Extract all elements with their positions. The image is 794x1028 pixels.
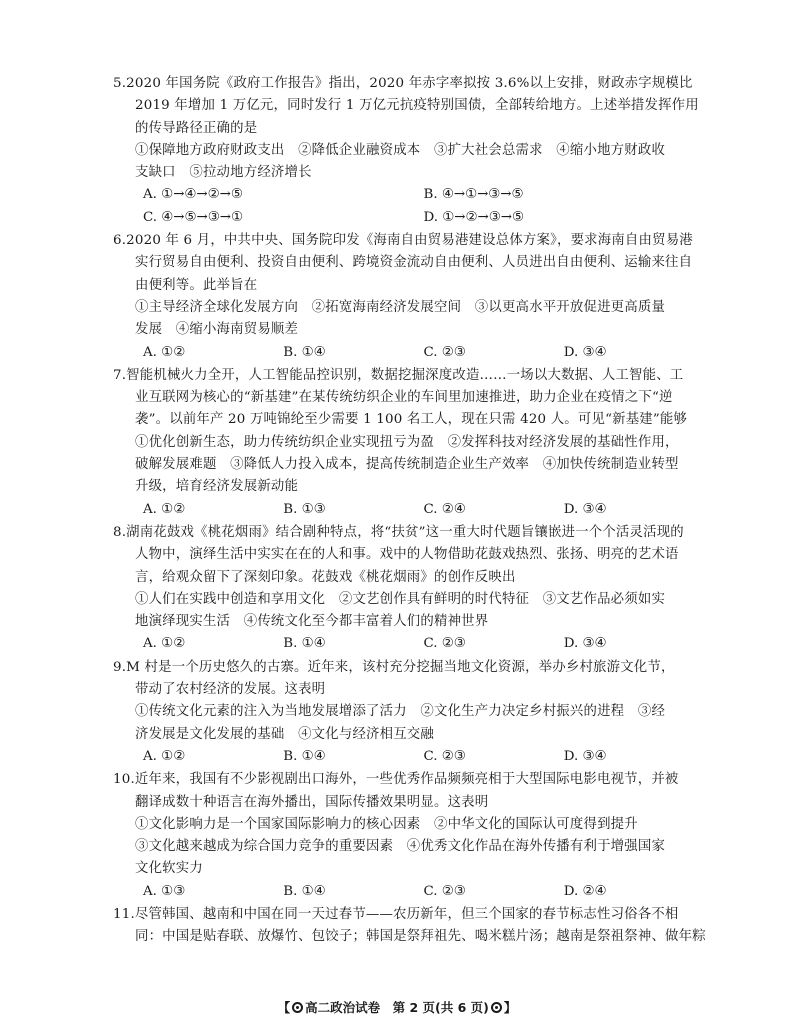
question-6-line-5: 发展 ④缩小海南贸易顺差 (135, 322, 299, 338)
question-6 (113, 230, 704, 364)
question-5-options-row-1 (113, 184, 704, 206)
question-10-line-5: 文化软实力 (135, 861, 203, 877)
question-9-line-3: ①传统文化元素的注入为当地发展增添了活力 ②文化生产力决定乡村振兴的进程 ③经 (135, 704, 666, 720)
question-5-line-3: 的传导路径正确的是 (135, 120, 258, 136)
question-11-line-2: 同：中国是贴春联、放爆竹、包饺子；韩国是祭拜祖先、喝米糕片汤；越南是祭祖祭神、做年粽 (135, 929, 706, 945)
question-7-line-3: 袭”。以前年产 20 万吨锦纶至少需要 1 100 名工人，现在只需 420 人。可见“新基建”能够 (135, 412, 688, 428)
question-7-line-1: 7.智能机械火力全开，人工智能品控识别，数据挖掘深度改造……一场以大数据、人工智能、工 (113, 367, 684, 383)
question-6-option-b: B. ①④ (283, 344, 326, 360)
question-7-line-5: 破解发展难题 ③降低人力投入成本，提高传统制造企业生产效率 ④加快传统制造业转型 (135, 457, 679, 473)
question-8-option-a: A. ①② (143, 636, 186, 652)
question-9-line-1: 9.M 村是一个历史悠久的古寨。近年来，该村充分挖掘当地文化资源，举办乡村旅游文化节， (113, 659, 675, 675)
question-10-line-2: 翻译成数十种语言在海外播出，国际传播效果明显。这表明 (135, 794, 489, 810)
question-9-option-a: A. ①② (143, 748, 186, 764)
question-10-option-a: A. ①③ (143, 883, 186, 899)
question-9-options (113, 746, 704, 768)
question-6-line-3: 由便利等。此举旨在 (135, 277, 258, 293)
question-6-option-c: C. ②③ (423, 344, 466, 360)
question-9-option-b: B. ①④ (283, 748, 326, 764)
footer-text: 高二政治试卷 第 2 页(共 6 页) (305, 1000, 489, 1015)
question-7-line-4: ①优化创新生态，助力传统纺织企业实现扭亏为盈 ②发挥科技对经济发展的基础性作用， (135, 434, 679, 450)
question-10-line-4: ③文化越来越成为综合国力竞争的重要因素 ④优秀文化作品在海外传播有利于增强国家 (135, 839, 666, 855)
question-7-line-2: 业互联网为核心的“新基建”在某传统纺织企业的车间里加速推进，助力企业在疫情之下“逆 (135, 390, 673, 406)
question-6-line-4: ①主导经济全球化发展方向 ②拓宽海南经济发展空间 ③以更高水平开放促进更高质量 (135, 299, 666, 315)
question-7-line-6: 升级，培育经济发展新动能 (135, 479, 299, 495)
question-8-option-d: D. ③④ (563, 636, 607, 652)
question-8-line-3: 言，给观众留下了深刻印象。花鼓戏《桃花烟雨》的创作反映出 (135, 569, 516, 585)
question-10 (113, 769, 704, 903)
question-8-option-b: B. ①④ (283, 636, 326, 652)
question-10-line-3: ①文化影响力是一个国家国际影响力的核心因素 ②中华文化的国际认可度得到提升 (135, 816, 638, 832)
question-6-line-1: 6.2020 年 6 月，中共中央、国务院印发《海南自由贸易港建设总体方案》，要求海南自由贸易港 (113, 233, 693, 249)
question-9 (113, 657, 704, 768)
question-5-option-c: C. ④→⑤→③→① (143, 209, 243, 225)
question-6-option-d: D. ③④ (563, 344, 607, 360)
question-8-line-5: 地演绎现实生活 ④传统文化至今都丰富着人们的精神世界 (135, 614, 489, 630)
question-5-line-2: 2019 年增加 1 万亿元，同时发行 1 万亿元抗疫特别国债，全部转给地方。上述举措发挥作用 (135, 98, 699, 114)
question-8-line-1: 8.湖南花鼓戏《桃花烟雨》结合剧种特点，将“扶贫”这一重大时代题旨镶嵌进一个个活灵活现的 (113, 524, 684, 540)
question-5-option-b: B. ④→①→③→⑤ (423, 187, 524, 203)
question-5-line-5: 支缺口 ⑤拉动地方经济增长 (135, 165, 312, 181)
question-7-option-c: C. ②④ (423, 501, 466, 517)
question-7-option-b: B. ①③ (283, 501, 326, 517)
question-7-options (113, 499, 704, 521)
question-10-option-b: B. ①④ (283, 883, 326, 899)
question-7-option-d: D. ③④ (563, 501, 607, 517)
question-10-option-d: D. ②④ (563, 883, 607, 899)
question-8 (113, 522, 704, 656)
ring-logo-icon (292, 1002, 303, 1013)
question-11-line-1: 11.尽管韩国、越南和中国在同一天过春节——农历新年，但三个国家的春节标志性习俗各不相 (113, 906, 679, 922)
question-6-line-2: 实行贸易自由便利、投资自由便利、跨境资金流动自由便利、人员进出自由便利、运输来往自 (135, 255, 693, 271)
page-footer: 【 高二政治试卷 第 2 页(共 6 页) 】 (277, 1000, 517, 1015)
question-8-option-c: C. ②③ (423, 636, 466, 652)
question-5-line-1: 5.2020 年国务院《政府工作报告》指出，2020 年赤字率拟按 3.6%以上安排，财政赤字规模比 (113, 76, 693, 91)
question-9-option-c: C. ②③ (423, 748, 466, 764)
question-11 (113, 904, 704, 949)
question-10-options (113, 881, 704, 903)
question-9-line-4: 济发展是文化发展的基础 ④文化与经济相互交融 (135, 726, 434, 742)
question-5-line-4: ①保障地方政府财政支出 ②降低企业融资成本 ③扩大社会总需求 ④缩小地方财政收 (135, 142, 666, 158)
question-8-options (113, 633, 704, 655)
question-5-option-a: A. ①→④→②→⑤ (143, 187, 243, 203)
question-7 (113, 365, 704, 521)
question-8-line-2: 人物中，演绎生活中实实在在的人和事。戏中的人物借助花鼓戏热烈、张扬、明亮的艺术语 (135, 547, 679, 563)
question-6-option-a: A. ①② (143, 344, 186, 360)
ring-logo-icon-right (491, 1002, 502, 1013)
question-10-line-1: 10.近年来，我国有不少影视剧出口海外，一些优秀作品频频亮相于大型国际电影电视节，并被 (113, 772, 679, 788)
question-8-line-4: ①人们在实践中创造和享用文化 ②文艺创作具有鲜明的时代特征 ③文艺作品必须如实 (135, 591, 666, 607)
question-7-option-a: A. ①② (143, 501, 186, 517)
question-9-line-2: 带动了农村经济的发展。这表明 (135, 682, 326, 698)
question-9-option-d: D. ③④ (563, 748, 607, 764)
question-5-option-d: D. ①→②→③→⑤ (423, 209, 524, 225)
question-10-option-c: C. ②③ (423, 883, 466, 899)
question-6-options (113, 342, 704, 364)
question-5-options-row-2 (113, 207, 704, 229)
question-5 (113, 73, 704, 229)
